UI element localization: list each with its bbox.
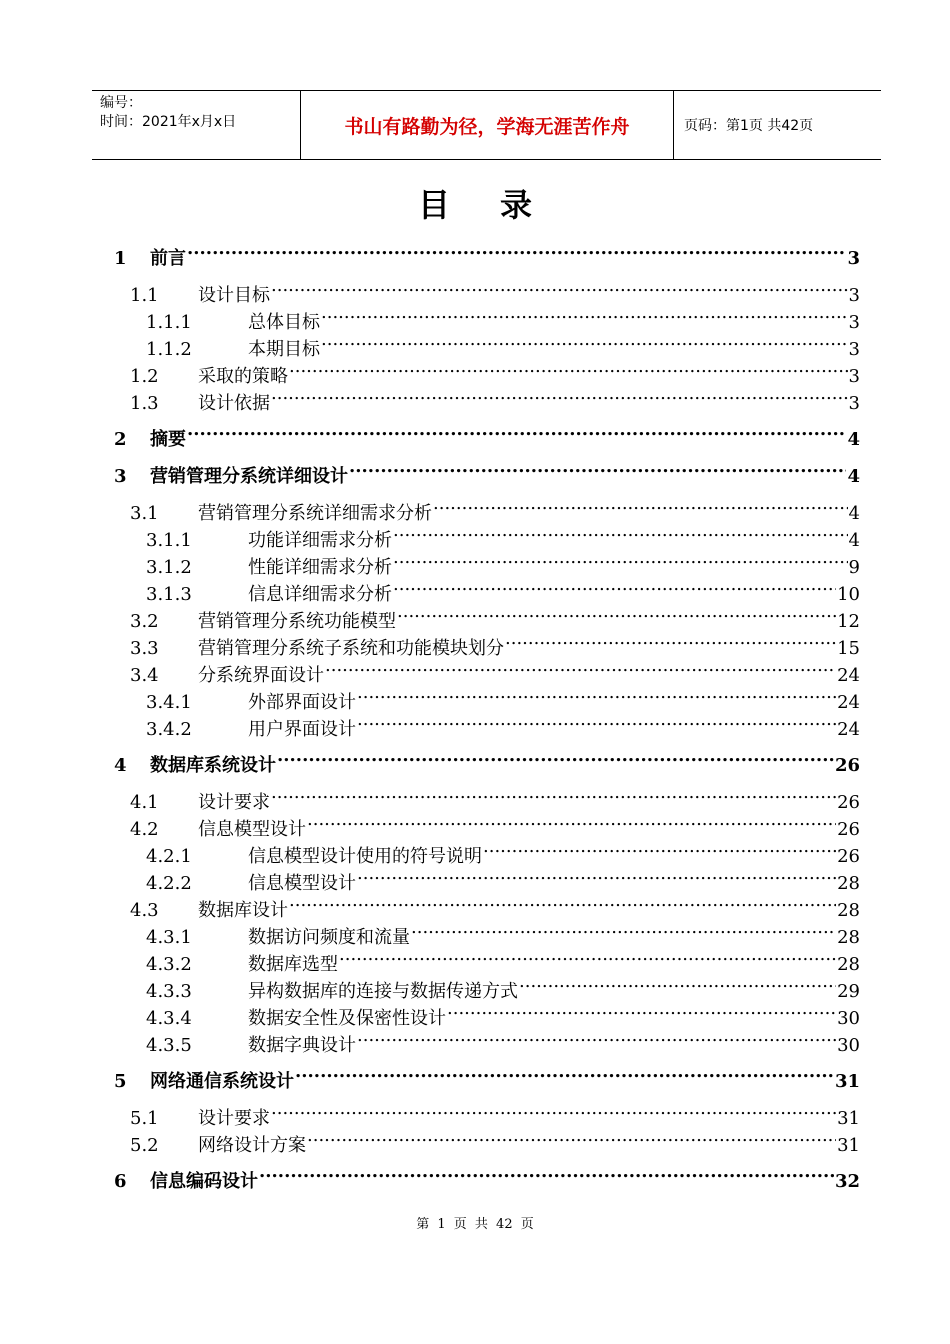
toc-entry-page: 31 [837,1135,860,1156]
toc-dot-leader [289,355,848,382]
toc-entry-number: 4.2.1 [146,846,192,867]
toc-entry-page: 26 [837,819,860,840]
toc-entry-page: 28 [837,927,860,948]
toc-dot-leader [295,1060,834,1087]
toc-entry-title: 数据库系统设计 [150,755,276,776]
toc-entry-number: 1.1.2 [146,339,192,360]
toc-entry-title: 网络通信系统设计 [150,1071,294,1092]
toc-entry-page: 24 [837,692,860,713]
toc-entry-number: 4.1 [130,792,159,813]
toc-entry-number: 3.1.3 [146,584,192,605]
header-meta-cell [92,91,301,159]
toc-dot-leader [357,708,836,735]
toc-entry-title: 分系统界面设计 [198,665,324,686]
toc-entry[interactable] [112,1097,860,1129]
toc-entry-page: 4 [848,503,860,524]
toc-dot-leader [433,492,848,519]
toc-dot-leader [187,237,846,264]
toc-dot-leader [393,546,848,573]
toc-entry-page: 28 [837,900,860,921]
toc-dot-leader [397,600,836,627]
toc-entry-number: 1.3 [130,393,159,414]
toc-entry-title: 前言 [150,248,186,269]
toc-entry-number: 1 [114,248,127,269]
table-of-contents [112,228,860,1192]
toc-entry-page: 24 [837,719,860,740]
toc-entry-page: 3 [848,312,860,333]
toc-entry-title: 营销管理分系统子系统和功能模块划分 [198,638,504,659]
toc-entry-number: 6 [114,1171,127,1192]
toc-entry[interactable] [112,1160,860,1192]
toc-entry-title: 设计依据 [198,393,270,414]
toc-dot-leader [349,455,846,482]
toc-entry-page: 10 [837,584,860,605]
toc-entry-number: 4.2 [130,819,159,840]
toc-entry-title: 营销管理分系统详细设计 [150,466,348,487]
toc-entry[interactable] [112,744,860,776]
toc-entry-title: 性能详细需求分析 [248,557,392,578]
toc-entry-page: 24 [837,665,860,686]
toc-entry-number: 5.2 [130,1135,159,1156]
toc-entry-title: 设计要求 [198,1108,270,1129]
toc-dot-leader [447,997,836,1024]
toc-entry-title: 设计目标 [198,285,270,306]
toc-entry-number: 4.3.4 [146,1008,192,1029]
page-header-table [92,90,881,160]
toc-entry-page: 3 [848,285,860,306]
toc-dot-leader [519,970,836,997]
toc-entry-number: 3.1.1 [146,530,192,551]
toc-dot-leader [321,328,848,355]
toc-entry-page: 3 [848,393,860,414]
time-label: 时间：2021年x月x日 [100,114,237,130]
toc-entry-page: 3 [847,248,860,269]
toc-entry-number: 4.3.3 [146,981,192,1002]
toc-entry-title: 设计要求 [198,792,270,813]
toc-entry-title: 营销管理分系统详细需求分析 [198,503,432,524]
toc-entry-page: 26 [837,846,860,867]
toc-entry-title: 总体目标 [248,312,320,333]
toc-entry-page: 28 [837,873,860,894]
toc-entry[interactable] [112,1060,860,1092]
toc-entry-title: 数据访问频度和流量 [248,927,410,948]
toc-dot-leader [307,1124,836,1151]
toc-entry-page: 4 [847,429,860,450]
toc-dot-leader [393,573,836,600]
toc-entry-page: 9 [848,557,860,578]
toc-entry-number: 3.1 [130,503,159,524]
toc-entry-page: 3 [848,339,860,360]
toc-entry-title: 数据库选型 [248,954,338,975]
toc-entry-number: 4 [114,755,127,776]
toc-entry-page: 32 [834,1171,860,1192]
page-title: 目录 [417,186,582,224]
toc-entry-title: 信息编码设计 [150,1171,258,1192]
toc-entry-title: 用户界面设计 [248,719,356,740]
toc-entry-number: 4.3.2 [146,954,192,975]
toc-dot-leader [411,916,836,943]
toc-entry-title: 信息模型设计使用的符号说明 [248,846,482,867]
toc-entry-page: 12 [837,611,860,632]
toc-dot-leader [325,654,836,681]
toc-dot-leader [289,889,836,916]
toc-entry-number: 3.1.2 [146,557,192,578]
toc-entry-page: 30 [837,1008,860,1029]
toc-dot-leader [505,627,836,654]
toc-dot-leader [277,744,834,771]
toc-entry-page: 4 [848,530,860,551]
toc-entry-number: 1.1.1 [146,312,192,333]
toc-entry-title: 功能详细需求分析 [248,530,392,551]
toc-entry-page: 3 [848,366,860,387]
toc-dot-leader [271,781,836,808]
toc-entry-title: 信息详细需求分析 [248,584,392,605]
page-footer: 第 1 页 共 42 页 [416,1217,534,1232]
toc-dot-leader [339,943,836,970]
toc-entry-page: 15 [837,638,860,659]
toc-dot-leader [271,382,848,409]
toc-entry-title: 数据字典设计 [248,1035,356,1056]
toc-dot-leader [357,1024,836,1051]
toc-entry-number: 3.4.1 [146,692,192,713]
toc-entry-number: 3.2 [130,611,159,632]
toc-entry-page: 30 [837,1035,860,1056]
toc-entry-title: 采取的策略 [198,366,288,387]
toc-entry-number: 4.3 [130,900,159,921]
toc-entry-number: 1.1 [130,285,159,306]
toc-entry-number: 3.3 [130,638,159,659]
toc-dot-leader [393,519,848,546]
toc-entry-number: 4.2.2 [146,873,192,894]
toc-entry-title: 数据库设计 [198,900,288,921]
toc-entry[interactable] [112,418,860,450]
toc-dot-leader [271,274,848,301]
toc-entry[interactable] [112,237,860,269]
toc-dot-leader [357,681,836,708]
toc-entry-title: 外部界面设计 [248,692,356,713]
toc-dot-leader [357,862,836,889]
toc-entry-number: 3.4 [130,665,159,686]
toc-entry-number: 5 [114,1071,127,1092]
toc-entry-page: 31 [837,1108,860,1129]
toc-entry-page: 26 [837,792,860,813]
toc-entry-page: 29 [837,981,860,1002]
toc-dot-leader [259,1160,834,1187]
toc-entry[interactable] [112,492,860,524]
toc-entry[interactable] [112,455,860,487]
toc-entry-title: 营销管理分系统功能模型 [198,611,396,632]
toc-entry-title: 网络设计方案 [198,1135,306,1156]
header-page-code: 页码：第1页 共42页 [684,118,814,134]
toc-entry-number: 1.2 [130,366,159,387]
toc-entry-number: 3 [114,466,127,487]
toc-entry-title: 摘要 [150,429,186,450]
toc-dot-leader [321,301,848,328]
serial-label: 编号： [100,95,142,111]
toc-entry-title: 信息模型设计 [248,873,356,894]
toc-entry-title: 数据安全性及保密性设计 [248,1008,446,1029]
toc-entry[interactable] [112,781,860,813]
toc-entry-title: 异构数据库的连接与数据传递方式 [248,981,518,1002]
toc-dot-leader [307,808,836,835]
toc-entry-title: 本期目标 [248,339,320,360]
header-motto: 书山有路勤为径，学海无涯苦作舟 [301,91,674,159]
toc-entry[interactable] [112,274,860,306]
toc-entry-page: 31 [834,1071,860,1092]
toc-entry-number: 4.3.1 [146,927,192,948]
toc-entry-number: 3.4.2 [146,719,192,740]
toc-entry-page: 26 [834,755,860,776]
toc-dot-leader [187,418,846,445]
toc-entry-number: 4.3.5 [146,1035,192,1056]
toc-entry-page: 28 [837,954,860,975]
toc-dot-leader [483,835,836,862]
toc-dot-leader [271,1097,836,1124]
toc-entry-number: 2 [114,429,127,450]
toc-entry-title: 信息模型设计 [198,819,306,840]
toc-entry-page: 4 [847,466,860,487]
toc-entry-number: 5.1 [130,1108,159,1129]
